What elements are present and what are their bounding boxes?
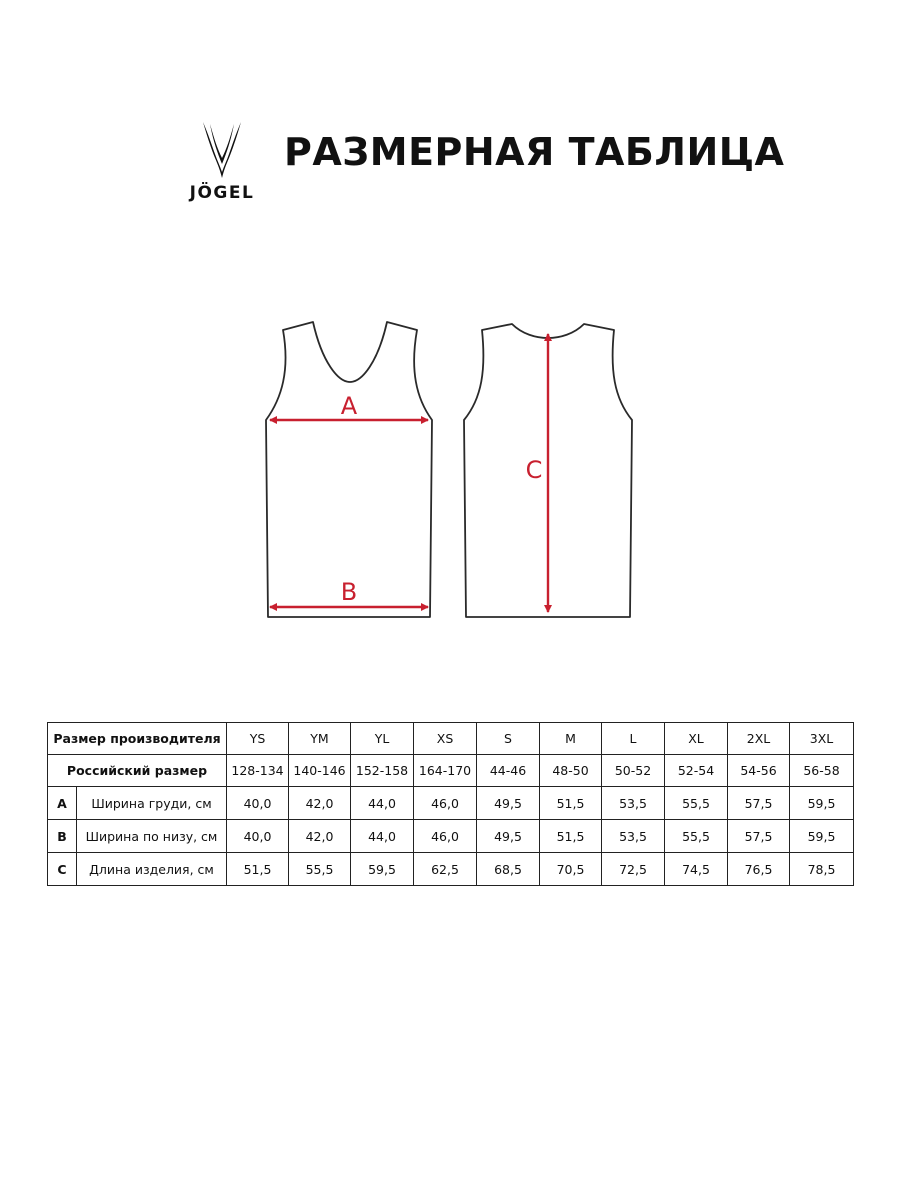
table-cell: 70,5 bbox=[540, 853, 602, 886]
table-cell: 50-52 bbox=[602, 755, 665, 787]
table-cell: 78,5 bbox=[790, 853, 854, 886]
table-cell: 55,5 bbox=[289, 853, 351, 886]
table-cell: 152-158 bbox=[351, 755, 414, 787]
russian-size-label: Российский размер bbox=[48, 755, 227, 787]
table-cell: 53,5 bbox=[602, 787, 665, 820]
table-cell: 46,0 bbox=[414, 820, 477, 853]
table-cell: S bbox=[477, 723, 540, 755]
measure-label-a: A bbox=[340, 392, 358, 420]
table-cell: 49,5 bbox=[477, 820, 540, 853]
table-cell: 51,5 bbox=[540, 787, 602, 820]
table-cell: 40,0 bbox=[227, 787, 289, 820]
table-cell: 59,5 bbox=[790, 820, 854, 853]
table-cell: 51,5 bbox=[540, 820, 602, 853]
table-cell: 56-58 bbox=[790, 755, 854, 787]
table-cell: 72,5 bbox=[602, 853, 665, 886]
front-view-outline bbox=[266, 322, 432, 617]
length-row bbox=[48, 853, 854, 886]
table-cell: 52-54 bbox=[665, 755, 728, 787]
table-cell: 42,0 bbox=[289, 787, 351, 820]
table-cell: 74,5 bbox=[665, 853, 728, 886]
table-cell: 62,5 bbox=[414, 853, 477, 886]
size-table bbox=[47, 722, 854, 886]
table-cell: 57,5 bbox=[728, 787, 790, 820]
table-cell: YS bbox=[227, 723, 289, 755]
manufacturer-size-label: Размер производителя bbox=[48, 723, 227, 755]
manufacturer-size-row bbox=[48, 723, 854, 755]
table-cell: M bbox=[540, 723, 602, 755]
bottom-width-row bbox=[48, 820, 854, 853]
measure-letter: C bbox=[48, 853, 77, 886]
measure-letter: A bbox=[48, 787, 77, 820]
measure-label-b: B bbox=[340, 578, 358, 606]
measure-name: Длина изделия, см bbox=[77, 853, 227, 886]
page-title: РАЗМЕРНАЯ ТАБЛИЦА bbox=[284, 130, 785, 174]
table-cell: YM bbox=[289, 723, 351, 755]
table-cell: 140-146 bbox=[289, 755, 351, 787]
table-cell: 46,0 bbox=[414, 787, 477, 820]
table-cell: YL bbox=[351, 723, 414, 755]
table-cell: 44,0 bbox=[351, 820, 414, 853]
table-cell: 42,0 bbox=[289, 820, 351, 853]
brand-name: JÖGEL bbox=[189, 183, 255, 203]
measure-letter: B bbox=[48, 820, 77, 853]
table-cell: 40,0 bbox=[227, 820, 289, 853]
table-cell: XS bbox=[414, 723, 477, 755]
table-cell: 2XL bbox=[728, 723, 790, 755]
table-cell: 164-170 bbox=[414, 755, 477, 787]
measure-name: Ширина по низу, см bbox=[77, 820, 227, 853]
table-cell: 76,5 bbox=[728, 853, 790, 886]
table-cell: 51,5 bbox=[227, 853, 289, 886]
table-cell: 54-56 bbox=[728, 755, 790, 787]
table-cell: L bbox=[602, 723, 665, 755]
table-cell: 48-50 bbox=[540, 755, 602, 787]
table-cell: 49,5 bbox=[477, 787, 540, 820]
table-cell: 55,5 bbox=[665, 787, 728, 820]
table-cell: 3XL bbox=[790, 723, 854, 755]
table-cell: 68,5 bbox=[477, 853, 540, 886]
measure-label-c: C bbox=[525, 456, 543, 484]
table-cell: 57,5 bbox=[728, 820, 790, 853]
table-cell: 55,5 bbox=[665, 820, 728, 853]
measure-name: Ширина груди, см bbox=[77, 787, 227, 820]
table-cell: 59,5 bbox=[790, 787, 854, 820]
table-cell: 44-46 bbox=[477, 755, 540, 787]
table-cell: 44,0 bbox=[351, 787, 414, 820]
chest-width-row bbox=[48, 787, 854, 820]
table-cell: 128-134 bbox=[227, 755, 289, 787]
russian-size-row bbox=[48, 755, 854, 787]
table-cell: 53,5 bbox=[602, 820, 665, 853]
table-cell: XL bbox=[665, 723, 728, 755]
table-cell: 59,5 bbox=[351, 853, 414, 886]
